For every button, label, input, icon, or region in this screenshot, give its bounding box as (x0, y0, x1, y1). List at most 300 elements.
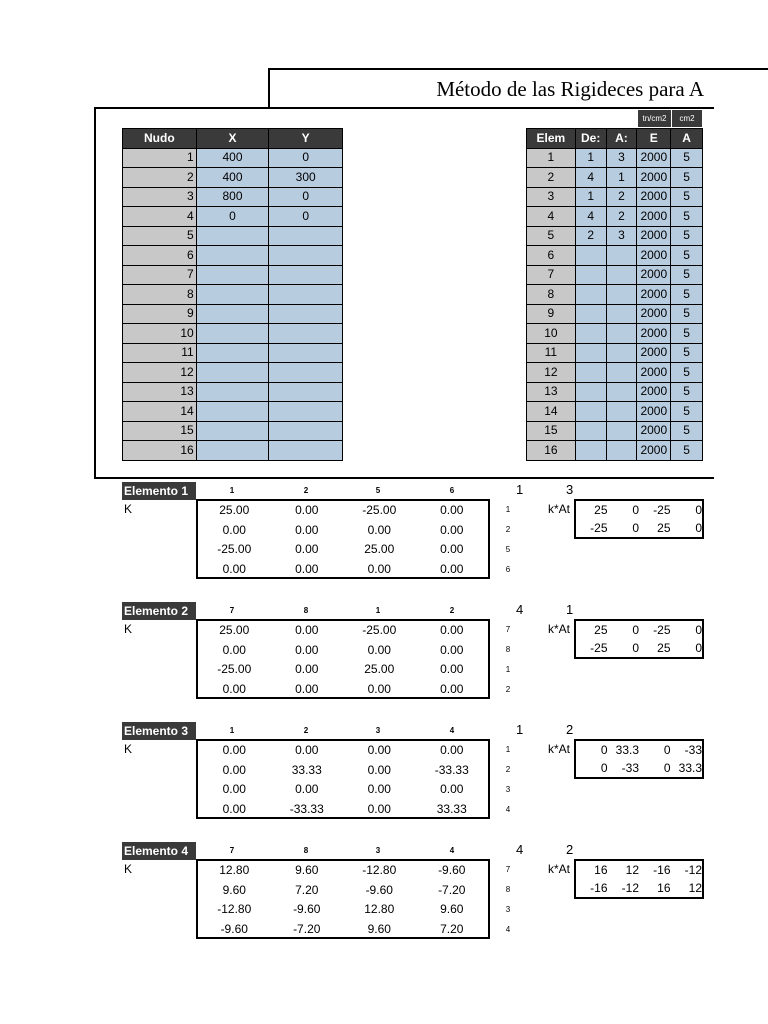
elem-to-cell[interactable] (606, 441, 637, 461)
elem-from-cell[interactable] (575, 324, 606, 344)
kat-matrix (574, 499, 704, 539)
elem-id-cell: 5 (527, 226, 576, 246)
matrix-cell: 0.00 (367, 561, 391, 576)
node-row (123, 304, 343, 324)
kat-cell: 0 (632, 521, 639, 535)
matrix-cell: -9.60 (220, 921, 248, 936)
kat-cell: -25 (653, 503, 671, 517)
elem-from-cell[interactable] (575, 382, 606, 402)
node-id-cell: 14 (123, 402, 197, 422)
node-x-cell[interactable] (196, 265, 269, 285)
matrix-cell: 0.00 (295, 623, 319, 637)
end-node-number: 1 (566, 602, 574, 617)
elem-from-cell[interactable] (575, 246, 606, 266)
dof-row-index: 2 (505, 685, 511, 694)
matrix-row (198, 861, 488, 881)
element-row (527, 304, 703, 324)
elems-header-area: A (671, 129, 703, 149)
dof-row-index: 2 (505, 525, 511, 534)
node-row (123, 441, 343, 461)
dof-col-index: 7 (229, 606, 235, 615)
elem-id-cell: 7 (527, 265, 576, 285)
node-id-cell: 12 (123, 363, 197, 383)
matrix-row (198, 501, 488, 521)
node-id-cell: 9 (123, 304, 197, 324)
node-row (123, 207, 343, 227)
element-row (527, 343, 703, 363)
node-row (123, 148, 343, 168)
unit-a: cm2 (672, 110, 702, 127)
node-x-cell[interactable] (196, 363, 269, 383)
dof-col-index: 1 (229, 726, 235, 735)
dof-row-index: 2 (505, 765, 511, 774)
node-y-cell[interactable]: 0 (269, 148, 343, 168)
matrix-cell: 0.00 (367, 762, 391, 777)
elem-from-cell[interactable] (575, 265, 606, 285)
node-x-cell[interactable] (196, 324, 269, 344)
elem-area-cell[interactable]: 5 (671, 226, 703, 246)
dof-row-index: 8 (505, 645, 511, 654)
node-id-cell: 6 (123, 246, 197, 266)
kat-cell: 25 (657, 521, 671, 535)
nodes-table (122, 128, 343, 461)
node-row (123, 168, 343, 188)
node-x-cell[interactable]: 0 (196, 207, 269, 227)
kat-label: k*At (548, 622, 571, 636)
matrix-cell: 0.00 (440, 743, 464, 757)
node-y-cell[interactable] (269, 285, 343, 305)
kat-cell: -25 (590, 521, 608, 535)
node-y-cell[interactable] (269, 363, 343, 383)
matrix-cell: 0.00 (367, 681, 391, 696)
stiffness-matrix (196, 739, 490, 819)
node-id-cell: 16 (123, 441, 197, 461)
element-label: Elemento 4 (122, 842, 196, 860)
kat-cell: -16 (653, 863, 671, 877)
kat-cell: 0 (695, 641, 702, 655)
node-y-cell[interactable] (269, 226, 343, 246)
matrix-cell: 0.00 (440, 503, 464, 517)
elem-area-cell[interactable]: 5 (671, 207, 703, 227)
node-row (123, 421, 343, 441)
kat-label: k*At (548, 502, 571, 516)
element-row (527, 168, 703, 188)
matrix-cell: 25.00 (364, 662, 395, 676)
elem-id-cell: 10 (527, 324, 576, 344)
node-id-cell: 11 (123, 343, 197, 363)
matrix-cell: 0.00 (367, 801, 391, 816)
matrix-cell: 0.00 (222, 681, 246, 696)
elem-from-cell[interactable]: 1 (575, 148, 606, 168)
matrix-cell: 0.00 (295, 503, 319, 517)
node-id-cell: 1 (123, 148, 197, 168)
matrix-cell: 0.00 (440, 561, 464, 576)
kat-cell: 0 (632, 623, 639, 637)
matrix-cell: -9.60 (365, 882, 393, 897)
matrix-cell: -25.00 (362, 503, 397, 517)
dof-col-index: 8 (303, 846, 309, 855)
matrix-row (198, 800, 488, 820)
elem-to-cell[interactable]: 3 (606, 148, 637, 168)
kat-cell: 0 (632, 503, 639, 517)
matrix-row (198, 560, 488, 580)
matrix-cell: -25.00 (217, 662, 252, 676)
node-id-cell: 2 (123, 168, 197, 188)
elem-to-cell[interactable] (606, 382, 637, 402)
matrix-cell: 25.00 (219, 623, 250, 637)
elem-area-cell[interactable]: 5 (671, 246, 703, 266)
matrix-cell: 25.00 (364, 542, 395, 556)
kat-cell: 25 (594, 503, 608, 517)
matrix-row (198, 900, 488, 920)
elem-from-cell[interactable]: 2 (575, 226, 606, 246)
node-id-cell: 13 (123, 382, 197, 402)
kat-cell: 25 (657, 641, 671, 655)
node-x-cell[interactable] (196, 285, 269, 305)
matrix-cell: 7.20 (440, 921, 464, 936)
dof-col-index: 6 (449, 486, 455, 495)
elem-e-cell[interactable]: 2000 (637, 343, 671, 363)
node-x-cell[interactable] (196, 421, 269, 441)
node-row (123, 285, 343, 305)
node-row (123, 246, 343, 266)
elem-e-cell[interactable]: 2000 (637, 304, 671, 324)
matrix-cell: 0.00 (295, 542, 319, 556)
elem-to-cell[interactable] (606, 343, 637, 363)
elem-from-cell[interactable] (575, 441, 606, 461)
dof-col-index: 2 (303, 486, 309, 495)
elem-id-cell: 3 (527, 187, 576, 207)
elem-to-cell[interactable] (606, 285, 637, 305)
kat-cell: 0 (695, 521, 702, 535)
dof-row-index: 6 (505, 565, 511, 574)
dof-col-index: 3 (375, 846, 381, 855)
elem-area-cell[interactable]: 5 (671, 168, 703, 188)
elem-e-cell[interactable]: 2000 (637, 363, 671, 383)
node-x-cell[interactable] (196, 226, 269, 246)
node-y-cell[interactable] (269, 246, 343, 266)
element-row (527, 421, 703, 441)
elems-header-elem: Elem (527, 129, 576, 149)
node-x-cell[interactable] (196, 343, 269, 363)
stiffness-matrix (196, 499, 490, 579)
elem-area-cell[interactable]: 5 (671, 187, 703, 207)
k-matrix-label: K (124, 622, 133, 636)
elem-area-cell[interactable]: 5 (671, 382, 703, 402)
matrix-cell: 0.00 (222, 642, 246, 657)
matrix-row (198, 540, 488, 560)
matrix-cell: 0.00 (295, 642, 319, 657)
dof-col-index: 4 (449, 726, 455, 735)
elem-to-cell[interactable] (606, 402, 637, 422)
node-y-cell[interactable]: 0 (269, 187, 343, 207)
elem-e-cell[interactable]: 2000 (637, 168, 671, 188)
elem-area-cell[interactable]: 5 (671, 285, 703, 305)
dof-row-index: 5 (505, 545, 511, 554)
elem-e-cell[interactable]: 2000 (637, 441, 671, 461)
dof-col-index: 1 (375, 606, 381, 615)
node-y-cell[interactable] (269, 304, 343, 324)
element-label: Elemento 3 (122, 722, 196, 740)
elem-from-cell[interactable] (575, 285, 606, 305)
dof-col-index: 8 (303, 606, 309, 615)
elem-e-cell[interactable]: 2000 (637, 382, 671, 402)
elem-area-cell[interactable]: 5 (671, 441, 703, 461)
elem-e-cell[interactable]: 2000 (637, 285, 671, 305)
dof-col-index: 1 (229, 486, 235, 495)
elem-e-cell[interactable]: 2000 (637, 226, 671, 246)
elem-id-cell: 11 (527, 343, 576, 363)
elem-from-cell[interactable]: 4 (575, 207, 606, 227)
matrix-cell: 0.00 (367, 522, 391, 537)
elem-e-cell[interactable]: 2000 (637, 187, 671, 207)
node-x-cell[interactable] (196, 304, 269, 324)
node-x-cell[interactable] (196, 402, 269, 422)
nodes-header-nudo: Nudo (123, 129, 197, 149)
elem-from-cell[interactable] (575, 402, 606, 422)
kat-cell: -12 (621, 881, 639, 895)
elem-id-cell: 4 (527, 207, 576, 227)
kat-cell: 0 (600, 761, 608, 775)
matrix-cell: 0.00 (440, 662, 464, 676)
node-y-cell[interactable] (269, 265, 343, 285)
node-y-cell[interactable] (269, 382, 343, 402)
matrix-cell: -9.60 (438, 863, 466, 877)
kat-cell: 0 (600, 743, 608, 757)
node-x-cell[interactable] (196, 441, 269, 461)
node-y-cell[interactable] (269, 441, 343, 461)
kat-cell: -33 (621, 761, 639, 775)
k-matrix-label: K (124, 742, 133, 756)
element-row (527, 363, 703, 383)
start-node-number: 4 (516, 602, 524, 617)
node-y-cell[interactable] (269, 324, 343, 344)
elem-area-cell[interactable]: 5 (671, 421, 703, 441)
elem-id-cell: 15 (527, 421, 576, 441)
matrix-cell: 25.00 (219, 503, 250, 517)
elem-area-cell[interactable]: 5 (671, 402, 703, 422)
kat-row (576, 501, 702, 519)
kat-label: k*At (548, 862, 571, 876)
matrix-cell: 9.60 (440, 902, 464, 916)
elem-e-cell[interactable]: 2000 (637, 246, 671, 266)
node-row (123, 382, 343, 402)
kat-cell: -16 (590, 881, 608, 895)
node-row (123, 363, 343, 383)
element-row (527, 148, 703, 168)
node-row (123, 324, 343, 344)
kat-row (576, 741, 702, 759)
matrix-cell: 0.00 (367, 743, 391, 757)
matrix-cell: -33.33 (434, 762, 469, 777)
node-id-cell: 15 (123, 421, 197, 441)
kat-matrix (574, 619, 704, 659)
matrix-cell: 0.00 (222, 743, 246, 757)
kat-cell: -33 (684, 743, 702, 757)
node-row (123, 402, 343, 422)
elem-e-cell[interactable]: 2000 (637, 421, 671, 441)
matrix-cell: 0.00 (222, 522, 246, 537)
matrix-cell: 7.20 (295, 882, 319, 897)
kat-cell: 0 (632, 641, 639, 655)
elem-id-cell: 1 (527, 148, 576, 168)
element-row (527, 187, 703, 207)
elem-to-cell[interactable] (606, 246, 637, 266)
matrix-cell: 0.00 (222, 762, 246, 777)
node-id-cell: 3 (123, 187, 197, 207)
matrix-cell: 0.00 (440, 542, 464, 556)
dof-col-index: 2 (449, 606, 455, 615)
dof-row-index: 1 (505, 505, 511, 514)
elem-area-cell[interactable]: 5 (671, 363, 703, 383)
kat-row (576, 519, 702, 537)
elem-from-cell[interactable] (575, 363, 606, 383)
node-y-cell[interactable] (269, 402, 343, 422)
dof-row-index: 7 (505, 865, 511, 874)
unit-e: tn/cm2 (638, 110, 671, 127)
elem-e-cell[interactable]: 2000 (637, 265, 671, 285)
elem-e-cell[interactable]: 2000 (637, 402, 671, 422)
elem-to-cell[interactable]: 2 (606, 187, 637, 207)
matrix-cell: -9.60 (293, 902, 321, 916)
matrix-cell: 0.00 (295, 782, 319, 796)
elem-e-cell[interactable]: 2000 (637, 324, 671, 344)
matrix-cell: -12.80 (362, 863, 397, 877)
elem-area-cell[interactable]: 5 (671, 148, 703, 168)
matrix-cell: 0.00 (295, 662, 319, 676)
element-label: Elemento 1 (122, 482, 196, 500)
elem-area-cell[interactable]: 5 (671, 324, 703, 344)
node-y-cell[interactable]: 0 (269, 207, 343, 227)
matrix-cell: 12.80 (219, 863, 250, 877)
elem-e-cell[interactable]: 2000 (637, 148, 671, 168)
elems-header-de: De: (575, 129, 606, 149)
elem-to-cell[interactable]: 3 (606, 226, 637, 246)
kat-cell: 16 (594, 863, 608, 877)
node-x-cell[interactable]: 400 (196, 148, 269, 168)
matrix-cell: 12.80 (364, 902, 395, 916)
elem-to-cell[interactable] (606, 265, 637, 285)
elem-area-cell[interactable]: 5 (671, 304, 703, 324)
elem-from-cell[interactable] (575, 421, 606, 441)
page-title: Método de las Rigideces para A (436, 77, 704, 101)
matrix-cell: -7.20 (293, 921, 321, 936)
node-y-cell[interactable]: 300 (269, 168, 343, 188)
matrix-cell: 9.60 (222, 882, 246, 897)
matrix-cell: 0.00 (440, 782, 464, 796)
elem-to-cell[interactable] (606, 324, 637, 344)
kat-cell: -25 (653, 623, 671, 637)
elem-area-cell[interactable]: 5 (671, 265, 703, 285)
elem-from-cell[interactable]: 1 (575, 187, 606, 207)
kat-row (576, 861, 702, 879)
matrix-row (198, 780, 488, 800)
elem-id-cell: 2 (527, 168, 576, 188)
dof-row-index: 3 (505, 905, 511, 914)
matrix-cell: 9.60 (367, 921, 391, 936)
kat-cell: 0 (663, 761, 671, 775)
elem-from-cell[interactable] (575, 304, 606, 324)
element-label: Elemento 2 (122, 602, 196, 620)
matrix-row (198, 920, 488, 940)
matrix-cell: 0.00 (295, 743, 319, 757)
dof-col-index: 3 (375, 726, 381, 735)
element-row (527, 285, 703, 305)
matrix-row (198, 761, 488, 781)
node-id-cell: 5 (123, 226, 197, 246)
matrix-cell: 0.00 (367, 642, 391, 657)
elem-from-cell[interactable]: 4 (575, 168, 606, 188)
kat-cell: 0 (695, 623, 702, 637)
elem-to-cell[interactable]: 2 (606, 207, 637, 227)
matrix-row (198, 741, 488, 761)
elem-id-cell: 13 (527, 382, 576, 402)
kat-cell: -25 (590, 641, 608, 655)
node-id-cell: 7 (123, 265, 197, 285)
elem-id-cell: 6 (527, 246, 576, 266)
node-x-cell[interactable]: 800 (196, 187, 269, 207)
elem-id-cell: 16 (527, 441, 576, 461)
end-node-number: 3 (566, 482, 574, 497)
nodes-header-x: X (196, 129, 269, 149)
matrix-cell: 0.00 (222, 782, 246, 796)
elem-area-cell[interactable]: 5 (671, 343, 703, 363)
node-x-cell[interactable] (196, 246, 269, 266)
nodes-header-y: Y (269, 129, 343, 149)
elem-to-cell[interactable] (606, 304, 637, 324)
matrix-cell: 0.00 (367, 782, 391, 796)
node-row (123, 265, 343, 285)
kat-cell: -12 (684, 863, 702, 877)
elem-to-cell[interactable] (606, 421, 637, 441)
matrix-cell: -12.80 (217, 902, 252, 916)
element-row (527, 246, 703, 266)
stiffness-matrix (196, 859, 490, 939)
start-node-number: 1 (516, 722, 524, 737)
elem-id-cell: 12 (527, 363, 576, 383)
elem-e-cell[interactable]: 2000 (637, 207, 671, 227)
elem-from-cell[interactable] (575, 343, 606, 363)
dof-row-index: 1 (505, 745, 511, 754)
end-node-number: 2 (566, 842, 574, 857)
start-node-number: 1 (516, 482, 524, 497)
node-x-cell[interactable] (196, 382, 269, 402)
node-y-cell[interactable] (269, 343, 343, 363)
matrix-cell: 0.00 (295, 522, 319, 537)
start-node-number: 4 (516, 842, 524, 857)
elements-table (526, 128, 703, 461)
node-x-cell[interactable]: 400 (196, 168, 269, 188)
dof-row-index: 3 (505, 785, 511, 794)
stiffness-matrix (196, 619, 490, 699)
k-matrix-label: K (124, 862, 133, 876)
matrix-cell: 9.60 (295, 863, 319, 877)
end-node-number: 2 (566, 722, 574, 737)
elem-to-cell[interactable]: 1 (606, 168, 637, 188)
matrix-row (198, 660, 488, 680)
elem-id-cell: 14 (527, 402, 576, 422)
matrix-cell: 0.00 (440, 522, 464, 537)
node-id-cell: 8 (123, 285, 197, 305)
matrix-cell: 0.00 (440, 642, 464, 657)
matrix-row (198, 881, 488, 901)
element-row (527, 207, 703, 227)
kat-label: k*At (548, 742, 571, 756)
node-y-cell[interactable] (269, 421, 343, 441)
k-matrix-label: K (124, 502, 133, 516)
elem-to-cell[interactable] (606, 363, 637, 383)
kat-row (576, 621, 702, 639)
